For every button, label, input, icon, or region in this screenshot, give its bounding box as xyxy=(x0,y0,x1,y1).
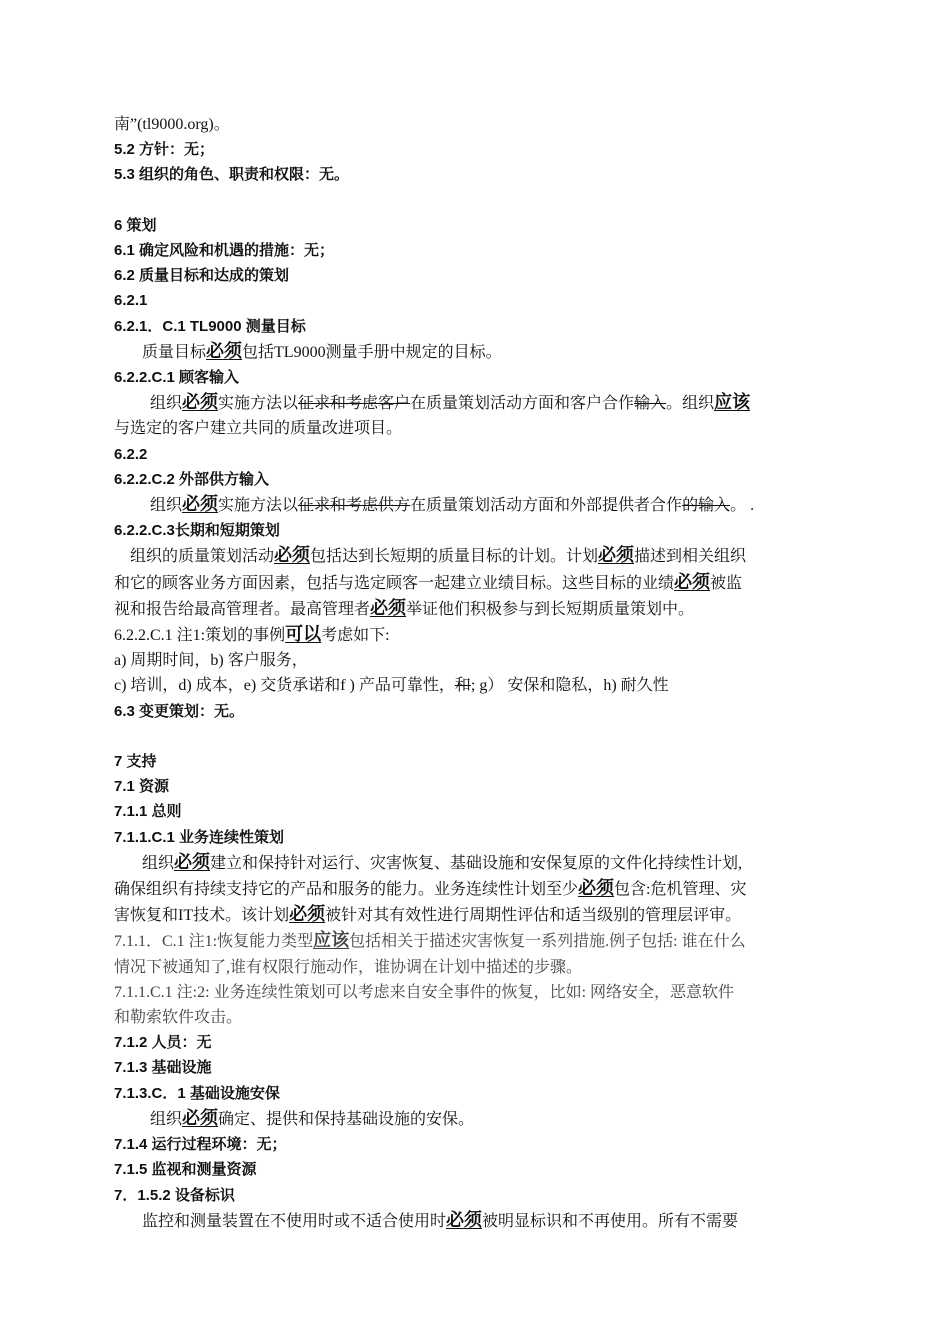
section-heading: 7.1.4 运行过程环境：无； xyxy=(114,1136,287,1154)
section-heading: 6.1 确定风险和机遇的措施：无； xyxy=(114,242,335,259)
keyword: 应该 xyxy=(714,392,751,413)
keyword: 必须 xyxy=(598,545,635,566)
paragraph-line xyxy=(114,673,840,698)
section-heading: 5.3 组织的角色、职责和权限：无。 xyxy=(114,166,350,184)
text-run: 。组织 xyxy=(666,395,715,413)
text-run: 。 . xyxy=(730,497,755,515)
text-run: a) 周期时间，b) 客户服务， xyxy=(114,652,308,670)
section-heading: 6.2.2.C.2 外部供方输入 xyxy=(114,470,270,488)
deleted-text: 和 xyxy=(454,677,471,695)
text-run: 视和报告给最高管理者。最高管理者 xyxy=(114,600,371,618)
section-heading: 6.3 变更策划：无。 xyxy=(114,702,245,720)
section-heading: 7 支持 xyxy=(114,753,157,771)
keyword: 必须 xyxy=(182,494,219,515)
deleted-text: 的输入 xyxy=(682,497,731,515)
paragraph-line xyxy=(114,955,840,980)
document-body xyxy=(114,112,840,1234)
paragraph-line xyxy=(114,1106,840,1132)
paragraph-line xyxy=(114,980,840,1005)
keyword: 必须 xyxy=(289,904,326,925)
keyword: 可以 xyxy=(285,624,322,645)
text-run: 实施方法以 xyxy=(218,497,299,515)
section-heading: 7.1.2 人员：无 xyxy=(114,1034,212,1052)
paragraph-line xyxy=(114,390,840,416)
section-heading: 7．1.5.2 设备标识 xyxy=(114,1186,235,1204)
deleted-text: 输入 xyxy=(634,395,667,413)
keyword: 必须 xyxy=(446,1209,483,1230)
keyword: 必须 xyxy=(370,597,407,618)
text-run: 监控和测量装置在不使用时或不适合使用时 xyxy=(142,1212,447,1230)
section-heading: 5.2 方针：无； xyxy=(114,141,215,159)
section-heading: 6.2.2.C.3长期和短期策划 xyxy=(114,522,280,540)
text-run: 和勒索软件攻击。 xyxy=(114,1009,243,1027)
deleted-text: 征求和考虑供方 xyxy=(298,497,411,515)
section-heading: 6.2.1．C.1 TL9000 测量目标 xyxy=(114,317,306,335)
keyword: 必须 xyxy=(274,545,311,566)
text-run: 与选定的客户建立共同的质量改进项目。 xyxy=(114,420,403,438)
section-heading: 7.1 资源 xyxy=(114,778,170,796)
text-run: 7.1.1.C.1 注:2: 业务连续性策划可以考虑来自安全事件的恢复，比如: 网络安全，恶意软件 xyxy=(114,983,735,1001)
section-heading: 7.1.3.C．1 基础设施安保 xyxy=(114,1084,280,1102)
section-heading: 7.1.5 监视和测量资源 xyxy=(114,1161,257,1179)
paragraph-line xyxy=(114,850,840,876)
text-run: 组织的质量策划活动 xyxy=(130,548,275,566)
paragraph-line xyxy=(114,1005,840,1030)
paragraph-line xyxy=(114,339,840,365)
deleted-text: 征求和考虑客户 xyxy=(298,395,411,413)
text-run: 害恢复和IT技术。该计划 xyxy=(114,907,290,925)
text-run: c) 培训，d) 成本，e) 交货承诺和f ) 产品可靠性， xyxy=(114,677,455,695)
section-heading: 7.1.1.C.1 业务连续性策划 xyxy=(114,828,285,846)
text-run: 质量目标 xyxy=(142,343,207,361)
text-run: 描述到相关组织 xyxy=(634,548,747,566)
keyword: 应该 xyxy=(313,930,350,951)
paragraph-line xyxy=(114,492,840,518)
paragraph-line xyxy=(114,928,840,954)
text-run: 建立和保持针对运行、灾害恢复、基础设施和安保复原的文件化持续性计划, xyxy=(210,854,743,872)
text-run: 在质量策划活动方面和外部提供者合作 xyxy=(410,497,683,515)
text-run: 包括相关于描述灾害恢复一系列措施.例子包括: 谁在什么 xyxy=(349,933,746,951)
keyword: 必须 xyxy=(674,571,711,592)
text-run: 在质量策划活动方面和客户合作 xyxy=(410,395,635,413)
section-heading: 6.2.1 xyxy=(114,292,148,310)
blank-line xyxy=(114,724,840,749)
text-run: 考虑如下: xyxy=(321,627,390,645)
section-heading: 6 策划 xyxy=(114,216,157,234)
paragraph-line xyxy=(114,1208,840,1234)
blank-line xyxy=(114,188,840,213)
text-run: 确定、提供和保持基础设施的安保。 xyxy=(218,1110,475,1128)
keyword: 必须 xyxy=(578,878,615,899)
section-heading: 7.1.3 基础设施 xyxy=(114,1059,212,1077)
text-run: 7.1.1．C.1 注1:恢复能力类型 xyxy=(114,933,314,951)
paragraph-line xyxy=(114,876,840,902)
paragraph-line xyxy=(114,596,840,622)
section-heading: 6.2.2 xyxy=(114,445,148,463)
text-run: 被监 xyxy=(710,574,743,592)
section-heading: 6.2.2.C.1 顾客输入 xyxy=(114,369,240,387)
section-heading: 7.1.1 总则 xyxy=(114,803,182,821)
keyword: 必须 xyxy=(174,851,211,872)
text-run: 组织 xyxy=(150,1110,183,1128)
text-run: 举证他们积极参与到长短期质量策划中。 xyxy=(406,600,695,618)
text-run: 实施方法以 xyxy=(218,395,299,413)
paragraph-line xyxy=(114,902,840,928)
paragraph-line xyxy=(114,416,840,441)
text-run: 组织 xyxy=(150,497,183,515)
text-run: 情况下被通知了,谁有权限行施动作，谁协调在计划中描述的步骤。 xyxy=(114,958,583,976)
text-run: ; g） 安保和隐私，h) 耐久性 xyxy=(470,677,669,695)
section-heading: 6.2 质量目标和达成的策划 xyxy=(114,267,290,285)
paragraph-line xyxy=(114,622,840,648)
paragraph-line xyxy=(114,543,840,569)
text-run: 组织 xyxy=(150,395,183,413)
keyword: 必须 xyxy=(206,340,243,361)
text-run: 包含:危机管理、灾 xyxy=(614,881,747,899)
paragraph-line xyxy=(114,648,840,673)
keyword: 必须 xyxy=(182,392,219,413)
paragraph-line xyxy=(114,112,840,137)
text-run: 组织 xyxy=(142,854,175,872)
text-run: 6.2.2.C.1 注1:策划的事例 xyxy=(114,627,286,645)
text-run: 包括TL9000测量手册中规定的目标。 xyxy=(242,343,502,361)
text-run: 和它的顾客业务方面因素，包括与选定顾客一起建立业绩目标。这些目标的业绩 xyxy=(114,574,675,592)
keyword: 必须 xyxy=(182,1107,219,1128)
text-run: 确保组织有持续支持它的产品和服务的能力。业务连续性计划至少 xyxy=(114,881,579,899)
paragraph-line xyxy=(114,570,840,596)
text-run: 被针对其有效性进行周期性评估和适当级别的管理层评审。 xyxy=(325,907,742,925)
text-run: 南”(tl9000.org)。 xyxy=(114,116,230,133)
text-run: 被明显标识和不再使用。所有不需要 xyxy=(482,1212,739,1230)
text-run: 包括达到长短期的质量目标的计划。计划 xyxy=(310,548,599,566)
